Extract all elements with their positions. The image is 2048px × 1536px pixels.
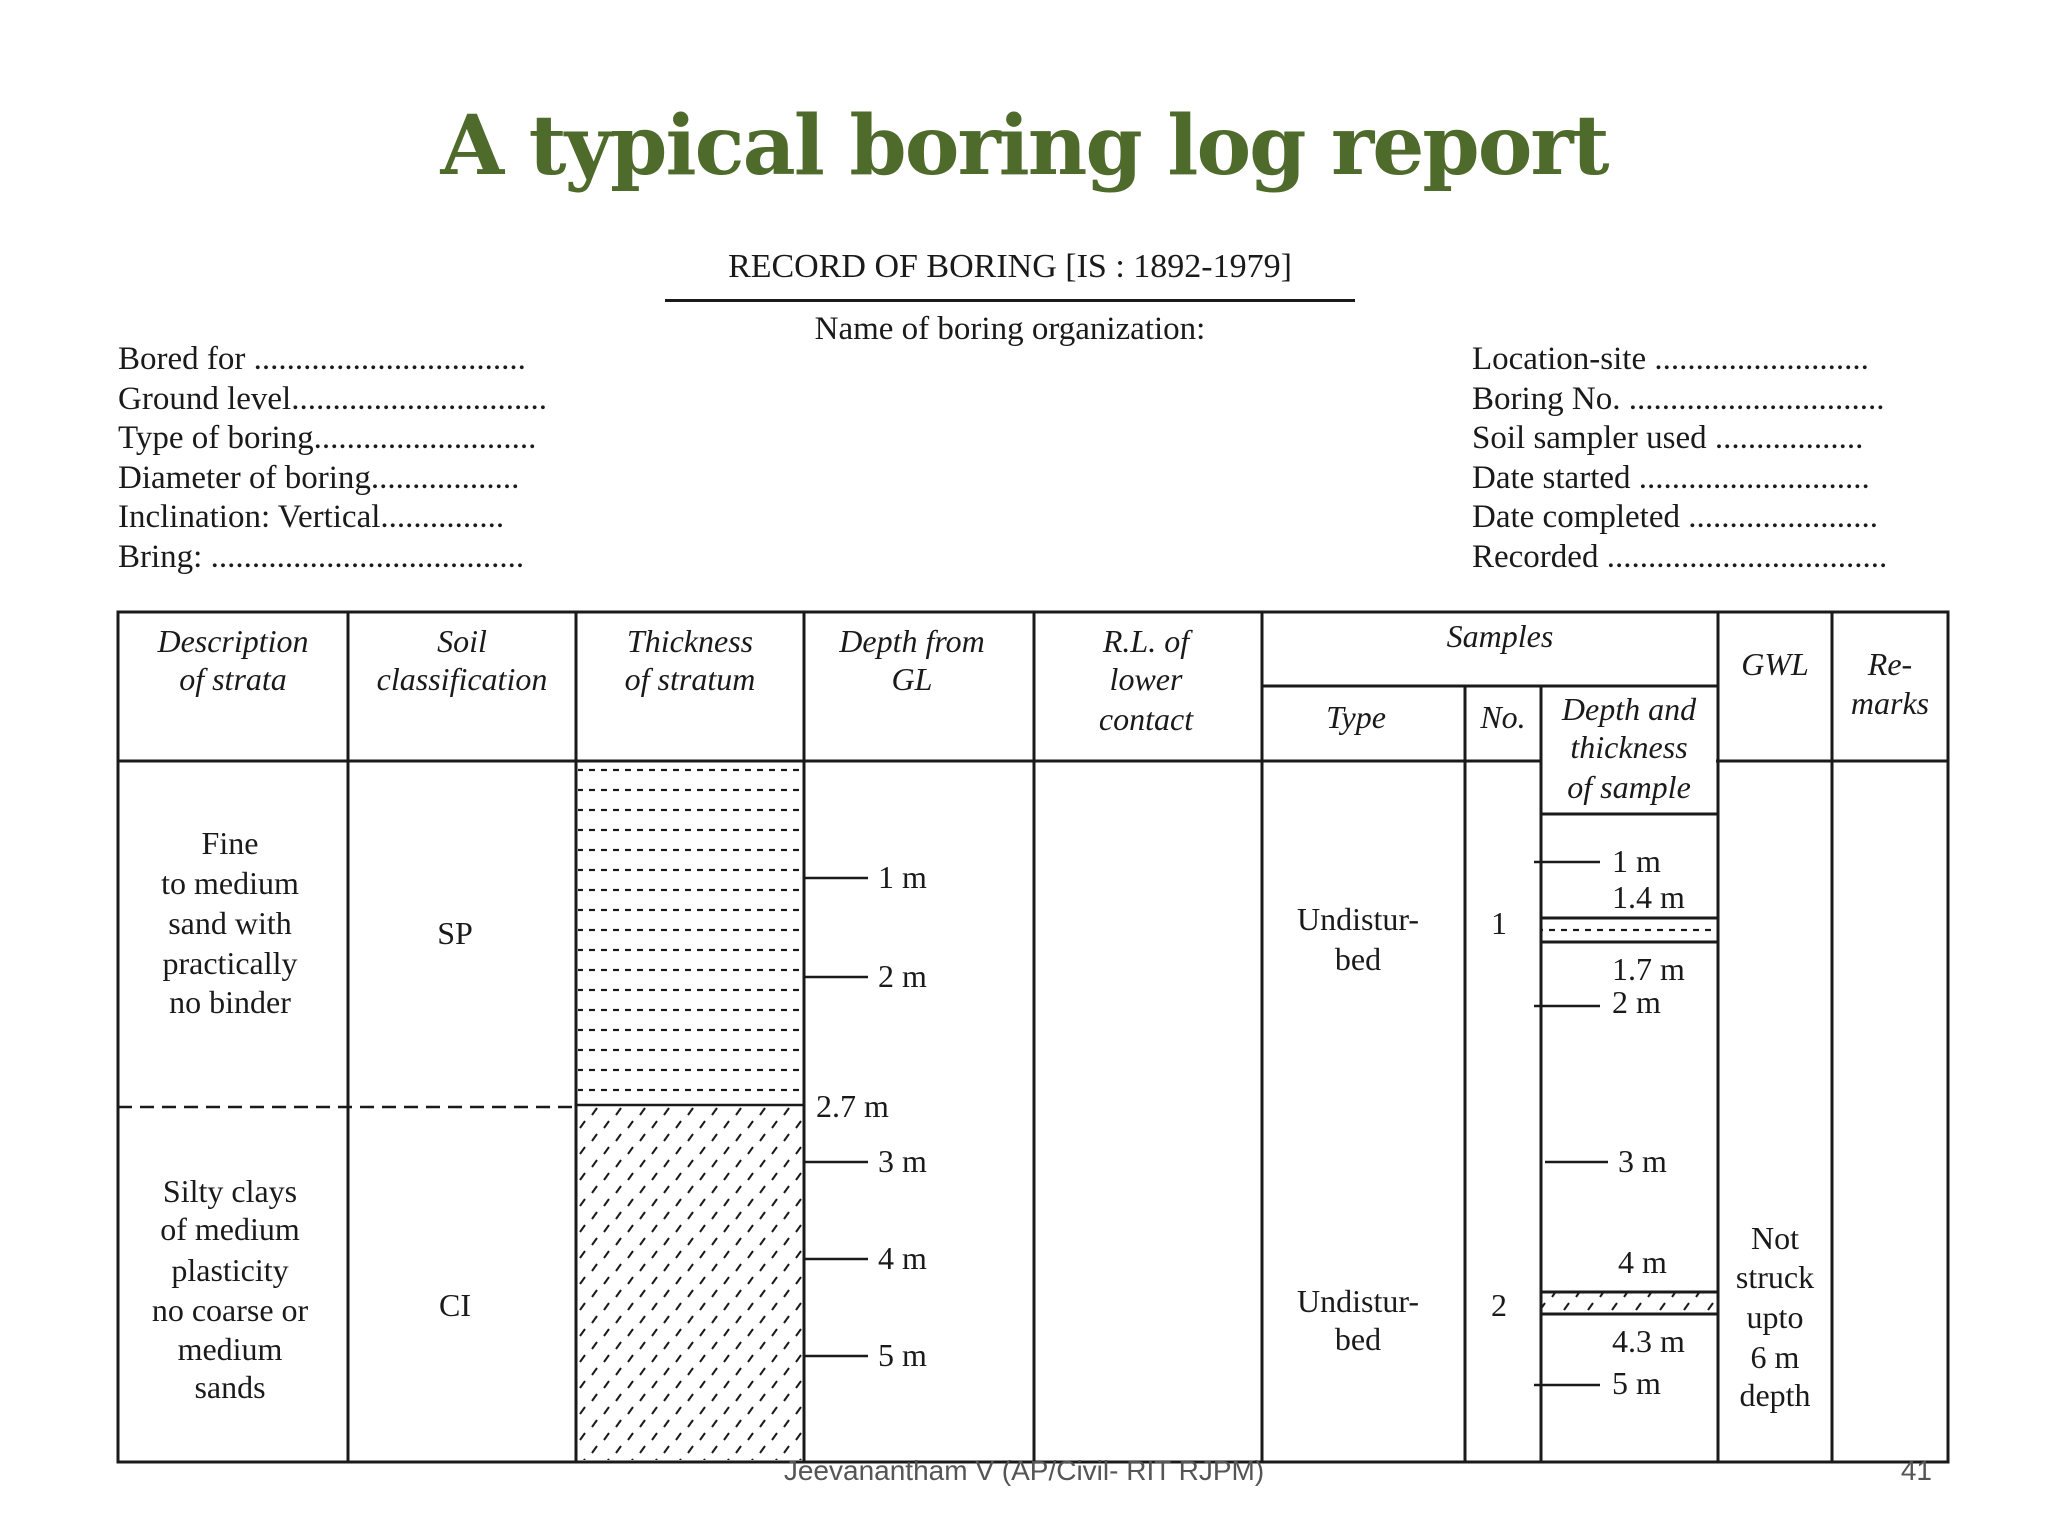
field-ground-level: Ground level............................... <box>118 380 547 417</box>
strata-2-desc-6: sands <box>194 1369 266 1405</box>
footer-author: Jeevanantham V (AP/Civil- RIT RJPM) <box>783 1455 1265 1486</box>
field-soil-sampler: Soil sampler used .................. <box>1472 420 1864 456</box>
sand-hatch <box>578 763 803 1105</box>
hdr-depth-thickness-3: of sample <box>1567 769 1691 805</box>
sample-2-hatch <box>1541 1292 1718 1314</box>
strata-1-desc-1: Fine <box>201 825 259 861</box>
field-location-site: Location-site .......................... <box>1472 341 1869 377</box>
depth-label-1m: 1 m <box>878 859 927 895</box>
hdr-gwl: GWL <box>1741 646 1809 682</box>
sample-1-no: 1 <box>1491 905 1507 941</box>
sample-depth-1-4m: 1.4 m <box>1612 879 1685 915</box>
hdr-samples: Samples <box>1446 618 1554 654</box>
sample-depth-4m: 4 m <box>1618 1244 1667 1280</box>
field-date-completed: Date completed ....................... <box>1472 499 1878 535</box>
sample-depth-4-3m: 4.3 m <box>1612 1323 1685 1359</box>
organization-label: Name of boring organization: <box>814 311 1206 347</box>
hdr-rl-3: contact <box>1098 701 1194 737</box>
hdr-thickness-1: Thickness <box>626 623 754 659</box>
gwl-note-1: Not <box>1751 1220 1799 1256</box>
hdr-soil-2: classification <box>376 661 548 697</box>
strata-1-desc-2: to medium <box>161 865 299 901</box>
gwl-note-4: 6 m <box>1750 1339 1800 1375</box>
sample-1-type-2: bed <box>1334 941 1382 977</box>
hdr-soil-1: Soil <box>437 623 487 659</box>
strata-1-desc-3: sand with <box>168 905 292 941</box>
depth-label-2m: 2 m <box>878 958 927 994</box>
strata-2-desc-1: Silty clays <box>162 1173 298 1209</box>
field-inclination: Inclination: Vertical............... <box>118 499 505 535</box>
sample-depth-1m: 1 m <box>1612 843 1661 879</box>
strata-2-desc-3: plasticity <box>171 1252 289 1288</box>
strata-2-class: CI <box>439 1287 471 1323</box>
sample-2-type-1: Undistur- <box>1296 1283 1420 1319</box>
field-date-started: Date started ............................ <box>1472 459 1870 496</box>
gwl-note-5: depth <box>1739 1377 1811 1413</box>
hdr-depth-1: Depth from <box>839 623 985 659</box>
depth-label-4m: 4 m <box>878 1240 927 1276</box>
sample-depth-5m: 5 m <box>1612 1365 1661 1401</box>
page-number: 41 <box>1900 1455 1932 1486</box>
sample-2-no: 2 <box>1491 1287 1507 1323</box>
sample-depth-2m: 2 m <box>1612 984 1661 1020</box>
strata-2-desc-5: medium <box>177 1331 283 1367</box>
record-title: RECORD OF BORING [IS : 1892-1979] <box>728 248 1292 285</box>
depth-label-boundary: 2.7 m <box>816 1088 889 1124</box>
strata-2-desc-2: of medium <box>160 1211 300 1247</box>
field-bring: Bring: ...................................... <box>118 538 525 575</box>
hdr-rl-1: R.L. of <box>1102 623 1190 659</box>
strata-2-desc-4: no coarse or <box>151 1292 309 1328</box>
depth-label-3m: 3 m <box>878 1143 927 1179</box>
hdr-description-1: Description <box>157 623 309 659</box>
sample-2-type-2: bed <box>1334 1321 1382 1357</box>
gwl-note-3: upto <box>1746 1299 1804 1335</box>
hdr-rl-2: lower <box>1109 661 1183 697</box>
strata-1-class: SP <box>437 915 473 951</box>
hdr-depth-thickness-1: Depth and <box>1561 691 1697 727</box>
hdr-thickness-2: of stratum <box>624 661 756 697</box>
slide-title: A typical boring log report <box>440 98 1608 194</box>
field-boring-no: Boring No. ............................... <box>1472 380 1885 417</box>
clay-hatch <box>578 1107 803 1460</box>
field-bored-for: Bored for ................................. <box>118 341 526 377</box>
sample-depth-1-7m: 1.7 m <box>1612 951 1685 987</box>
hdr-description-2: of strata <box>179 661 287 697</box>
hdr-no: No. <box>1480 699 1526 735</box>
hdr-depth-2: GL <box>891 661 933 697</box>
hdr-remarks-1: Re- <box>1867 646 1913 682</box>
hdr-depth-thickness-2: thickness <box>1570 729 1688 765</box>
gwl-note-2: struck <box>1735 1259 1815 1295</box>
strata-1-desc-4: practically <box>162 945 298 981</box>
field-type-of-boring: Type of boring........................... <box>118 420 537 456</box>
sample-depth-3m: 3 m <box>1618 1143 1667 1179</box>
sample-1-hatch <box>1541 918 1718 942</box>
depth-label-5m: 5 m <box>878 1337 927 1373</box>
hdr-type: Type <box>1326 699 1386 735</box>
hdr-remarks-2: marks <box>1850 685 1930 721</box>
field-recorded: Recorded .................................. <box>1472 538 1888 575</box>
strata-1-desc-5: no binder <box>169 984 291 1020</box>
sample-1-type-1: Undistur- <box>1296 901 1420 937</box>
field-diameter: Diameter of boring.................. <box>118 459 520 496</box>
